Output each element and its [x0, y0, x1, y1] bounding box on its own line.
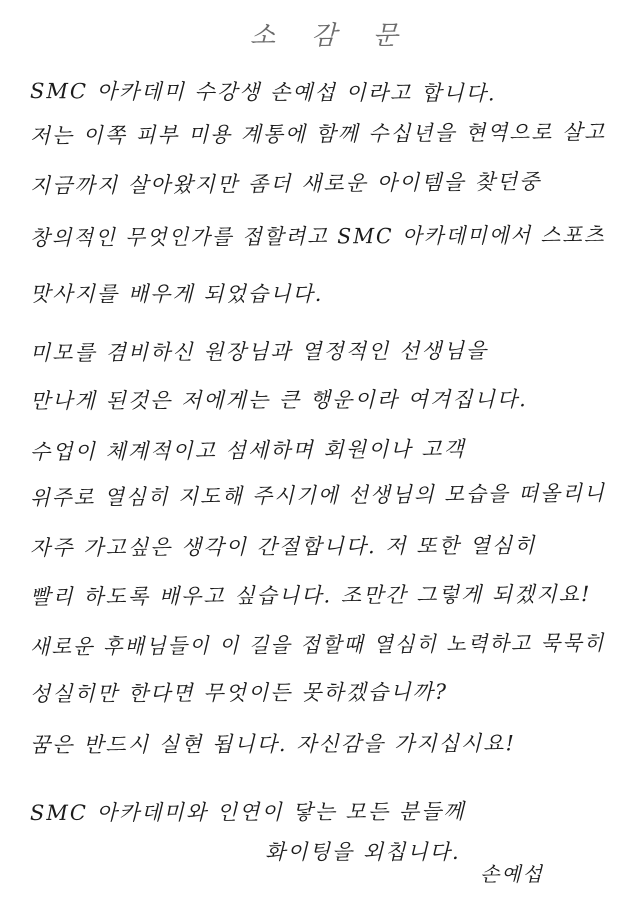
- signature: 손예섭: [480, 862, 544, 886]
- letter-line: 만나게 된것은 저에게는 큰 행운이라 여겨집니다.: [29, 387, 528, 413]
- letter-line: 자주 가고싶은 생각이 간절합니다. 저 또한 열심히: [29, 533, 537, 560]
- letter-line: 지금까지 살아왔지만 좀더 새로운 아이템을 찾던중: [29, 169, 542, 198]
- letter-title: 소 감 문: [250, 21, 412, 51]
- letter-line: 창의적인 무엇인가를 접할려고 SMC 아카데미에서 스포츠: [29, 222, 606, 250]
- letter-line: 저는 이쪽 피부 미용 계통에 함께 수십년을 현역으로 살고: [29, 119, 607, 148]
- letter-line: 빨리 하도록 배우고 싶습니다. 조만간 그렇게 되겠지요!: [29, 582, 592, 609]
- letter-line: 새로운 후배님들이 이 길을 접할때 열심히 노력하고 묵묵히: [29, 630, 606, 659]
- letter-line: 성실히만 한다면 무엇이든 못하겠습니까?: [29, 679, 449, 706]
- letter-line: 맛사지를 배우게 되었습니다.: [30, 282, 324, 306]
- letter-line: 꿈은 반드시 실현 됩니다. 자신감을 가지십시요!: [29, 731, 516, 757]
- letter-line: 미모를 겸비하신 원장님과 열정적인 선생님을: [29, 338, 489, 365]
- letter-line: 수업이 체계적이고 섬세하며 회원이나 고객: [29, 436, 466, 464]
- letter-line: 화이팅을 외칩니다.: [265, 840, 461, 864]
- letter-line: 위주로 열심히 지도해 주시기에 선생님의 모습을 떠올리니: [29, 480, 606, 510]
- letter-line: SMC 아카데미와 인연이 닿는 모든 분들께: [29, 799, 466, 825]
- letter-line: SMC 아카데미 수강생 손예섭 이라고 합니다.: [29, 79, 497, 106]
